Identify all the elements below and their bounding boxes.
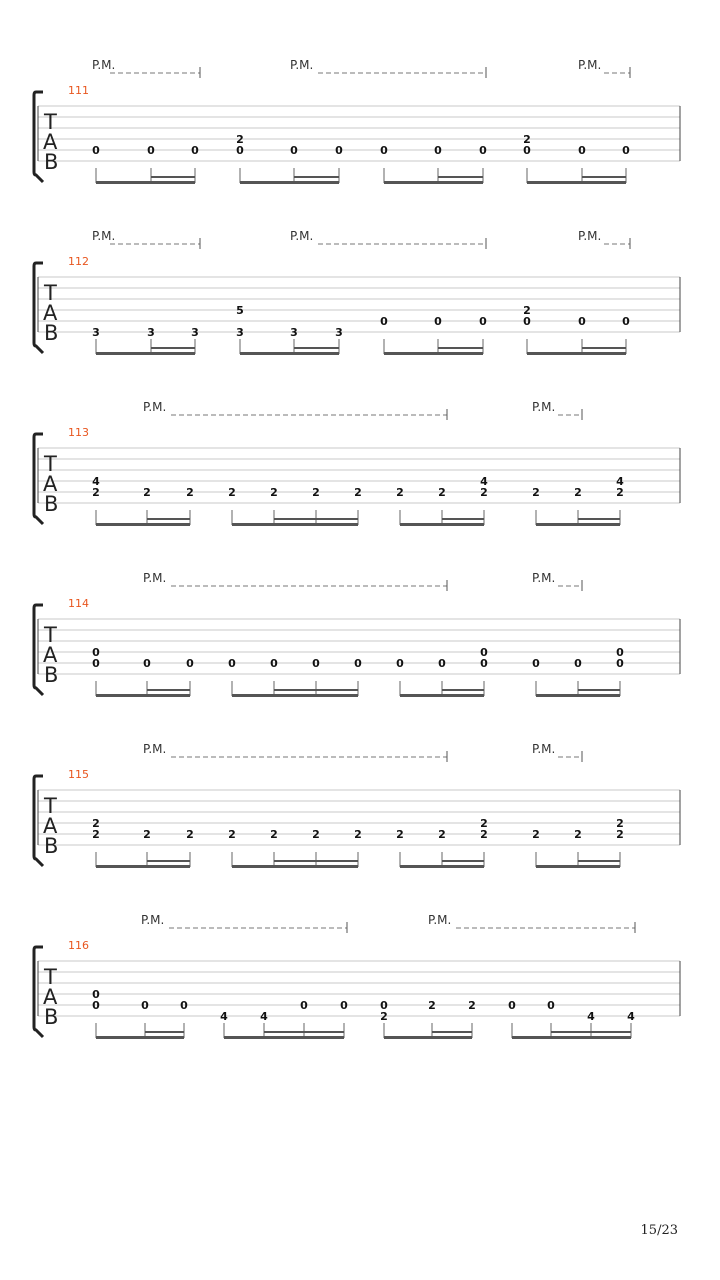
tab-clef-a: A	[43, 985, 58, 1009]
fret-number-stacked: 5	[236, 304, 244, 317]
fret-number: 0	[547, 999, 555, 1012]
palm-mute-label: P.M.	[290, 229, 314, 243]
fret-number: 0	[479, 144, 487, 157]
fret-number: 0	[622, 144, 630, 157]
fret-number: 2	[312, 486, 320, 499]
fret-number: 2	[438, 828, 446, 841]
fret-number-stacked: 2	[523, 304, 531, 317]
beam	[96, 1036, 184, 1039]
beam-secondary	[294, 176, 339, 178]
beam-secondary	[578, 518, 620, 520]
tab-system	[34, 58, 680, 184]
fret-number: 4	[627, 1010, 635, 1023]
palm-mute-label: P.M.	[92, 229, 116, 243]
fret-number: 0	[578, 144, 586, 157]
fret-number-stacked: 2	[523, 133, 531, 146]
fret-number: 0	[340, 999, 348, 1012]
fret-number-stacked: 2	[480, 817, 488, 830]
fret-number: 2	[616, 828, 624, 841]
tab-clef-t: T	[44, 794, 57, 818]
tab-clef-a: A	[43, 472, 58, 496]
fret-number: 2	[396, 486, 404, 499]
fret-number-stacked: 4	[480, 475, 488, 488]
fret-number: 0	[236, 144, 244, 157]
fret-number: 0	[622, 315, 630, 328]
fret-number-stacked: 2	[236, 133, 244, 146]
palm-mute-label: P.M.	[143, 400, 167, 414]
fret-number-stacked: 0	[616, 646, 624, 659]
beam-secondary	[438, 176, 483, 178]
fret-number: 2	[480, 828, 488, 841]
fret-number: 2	[186, 828, 194, 841]
fret-number: 2	[270, 486, 278, 499]
fret-number: 0	[335, 144, 343, 157]
fret-number: 2	[438, 486, 446, 499]
beam-secondary	[264, 1031, 344, 1033]
beam	[96, 865, 190, 868]
fret-number: 0	[312, 657, 320, 670]
fret-number: 0	[523, 315, 531, 328]
tab-clef-a: A	[43, 130, 58, 154]
fret-number: 0	[434, 144, 442, 157]
tab-clef-b: B	[44, 1005, 59, 1029]
bar-number: 111	[68, 84, 89, 97]
tab-clef-b: B	[44, 492, 59, 516]
fret-number-stacked: 2	[380, 1010, 388, 1023]
fret-number: 0	[380, 315, 388, 328]
fret-number: 4	[220, 1010, 228, 1023]
fret-number: 2	[428, 999, 436, 1012]
fret-number-stacked: 2	[92, 817, 100, 830]
beam	[400, 523, 484, 526]
tab-clef-t: T	[44, 281, 57, 305]
fret-number: 4	[260, 1010, 268, 1023]
beam-secondary	[432, 1031, 472, 1033]
beam-secondary	[582, 347, 626, 349]
fret-number-stacked: 0	[92, 988, 100, 1001]
fret-number: 2	[468, 999, 476, 1012]
fret-number: 2	[396, 828, 404, 841]
beam-secondary	[274, 518, 358, 520]
fret-number: 0	[290, 144, 298, 157]
beam	[232, 694, 358, 697]
fret-number: 0	[396, 657, 404, 670]
palm-mute-label: P.M.	[143, 742, 167, 756]
fret-number: 3	[236, 326, 244, 339]
tab-clef-t: T	[44, 965, 57, 989]
beam	[536, 694, 620, 697]
palm-mute-label: P.M.	[578, 58, 602, 72]
beam	[512, 1036, 631, 1039]
palm-mute-label: P.M.	[532, 400, 556, 414]
fret-number: 2	[354, 828, 362, 841]
fret-number: 0	[480, 657, 488, 670]
fret-number: 3	[191, 326, 199, 339]
beam	[536, 865, 620, 868]
fret-number: 2	[92, 828, 100, 841]
tab-clef-b: B	[44, 321, 59, 345]
beam	[96, 181, 195, 184]
tab-clef-a: A	[43, 814, 58, 838]
beam	[384, 352, 483, 355]
fret-number: 2	[143, 828, 151, 841]
fret-number: 2	[270, 828, 278, 841]
fret-number: 2	[532, 486, 540, 499]
fret-number: 0	[191, 144, 199, 157]
fret-number: 2	[186, 486, 194, 499]
beam-secondary	[151, 176, 195, 178]
fret-number: 0	[380, 144, 388, 157]
beam	[232, 523, 358, 526]
palm-mute-label: P.M.	[141, 913, 165, 927]
fret-number: 2	[143, 486, 151, 499]
beam-secondary	[578, 689, 620, 691]
bar-number: 115	[68, 768, 89, 781]
beam-secondary	[582, 176, 626, 178]
fret-number: 0	[180, 999, 188, 1012]
fret-number: 2	[574, 828, 582, 841]
beam	[96, 523, 190, 526]
fret-number: 0	[574, 657, 582, 670]
fret-number: 2	[92, 486, 100, 499]
bar-number: 113	[68, 426, 89, 439]
palm-mute-label: P.M.	[143, 571, 167, 585]
tab-system	[34, 229, 680, 355]
fret-number: 0	[532, 657, 540, 670]
beam	[240, 181, 339, 184]
tab-clef-t: T	[44, 110, 57, 134]
fret-number: 0	[186, 657, 194, 670]
fret-number: 2	[228, 828, 236, 841]
tab-clef-b: B	[44, 663, 59, 687]
fret-number: 2	[228, 486, 236, 499]
beam	[240, 352, 339, 355]
tab-clef-a: A	[43, 643, 58, 667]
tab-system	[34, 400, 680, 526]
palm-mute-label: P.M.	[428, 913, 452, 927]
beam-secondary	[145, 1031, 184, 1033]
fret-number: 0	[523, 144, 531, 157]
fret-number: 0	[438, 657, 446, 670]
beam	[527, 352, 626, 355]
beam	[96, 352, 195, 355]
bar-number: 112	[68, 255, 89, 268]
fret-number: 0	[434, 315, 442, 328]
palm-mute-label: P.M.	[578, 229, 602, 243]
beam	[96, 694, 190, 697]
fret-number: 0	[228, 657, 236, 670]
bar-number: 114	[68, 597, 89, 610]
fret-number: 2	[574, 486, 582, 499]
fret-number: 2	[532, 828, 540, 841]
beam-secondary	[147, 689, 190, 691]
fret-number: 0	[143, 657, 151, 670]
fret-number-stacked: 4	[92, 475, 100, 488]
fret-number: 4	[587, 1010, 595, 1023]
tab-system	[34, 913, 680, 1039]
page-number: 15/23	[640, 1223, 678, 1238]
beam	[384, 1036, 472, 1039]
beam	[536, 523, 620, 526]
tab-clef-t: T	[44, 623, 57, 647]
beam-secondary	[578, 860, 620, 862]
tab-clef-t: T	[44, 452, 57, 476]
fret-number: 0	[479, 315, 487, 328]
fret-number: 2	[616, 486, 624, 499]
beam-secondary	[147, 860, 190, 862]
fret-number-stacked: 0	[92, 646, 100, 659]
fret-number-stacked: 4	[616, 475, 624, 488]
palm-mute-label: P.M.	[532, 571, 556, 585]
beam	[400, 865, 484, 868]
fret-number: 0	[92, 999, 100, 1012]
beam-secondary	[294, 347, 339, 349]
fret-number: 2	[312, 828, 320, 841]
fret-number-stacked: 2	[616, 817, 624, 830]
fret-number: 3	[335, 326, 343, 339]
palm-mute-label: P.M.	[532, 742, 556, 756]
fret-number: 2	[354, 486, 362, 499]
fret-number: 0	[147, 144, 155, 157]
fret-number: 0	[616, 657, 624, 670]
fret-number: 0	[270, 657, 278, 670]
tab-system	[34, 742, 680, 868]
fret-number: 0	[300, 999, 308, 1012]
beam	[400, 694, 484, 697]
fret-number: 0	[354, 657, 362, 670]
fret-number: 2	[480, 486, 488, 499]
tab-clef-b: B	[44, 150, 59, 174]
palm-mute-label: P.M.	[290, 58, 314, 72]
beam-secondary	[438, 347, 483, 349]
bar-number: 116	[68, 939, 89, 952]
fret-number: 0	[508, 999, 516, 1012]
beam-secondary	[442, 860, 484, 862]
fret-number: 3	[147, 326, 155, 339]
beam-secondary	[442, 689, 484, 691]
tab-clef-a: A	[43, 301, 58, 325]
tab-clef-b: B	[44, 834, 59, 858]
fret-number: 0	[380, 999, 388, 1012]
beam-secondary	[274, 860, 358, 862]
tab-system	[34, 571, 680, 697]
beam-secondary	[147, 518, 190, 520]
fret-number: 3	[290, 326, 298, 339]
fret-number-stacked: 0	[480, 646, 488, 659]
fret-number: 0	[92, 144, 100, 157]
beam	[527, 181, 626, 184]
beam-secondary	[551, 1031, 631, 1033]
fret-number: 0	[92, 657, 100, 670]
beam	[384, 181, 483, 184]
beam	[224, 1036, 344, 1039]
beam-secondary	[274, 689, 358, 691]
beam-secondary	[151, 347, 195, 349]
fret-number: 0	[578, 315, 586, 328]
beam	[232, 865, 358, 868]
fret-number: 3	[92, 326, 100, 339]
fret-number: 0	[141, 999, 149, 1012]
beam-secondary	[442, 518, 484, 520]
palm-mute-label: P.M.	[92, 58, 116, 72]
